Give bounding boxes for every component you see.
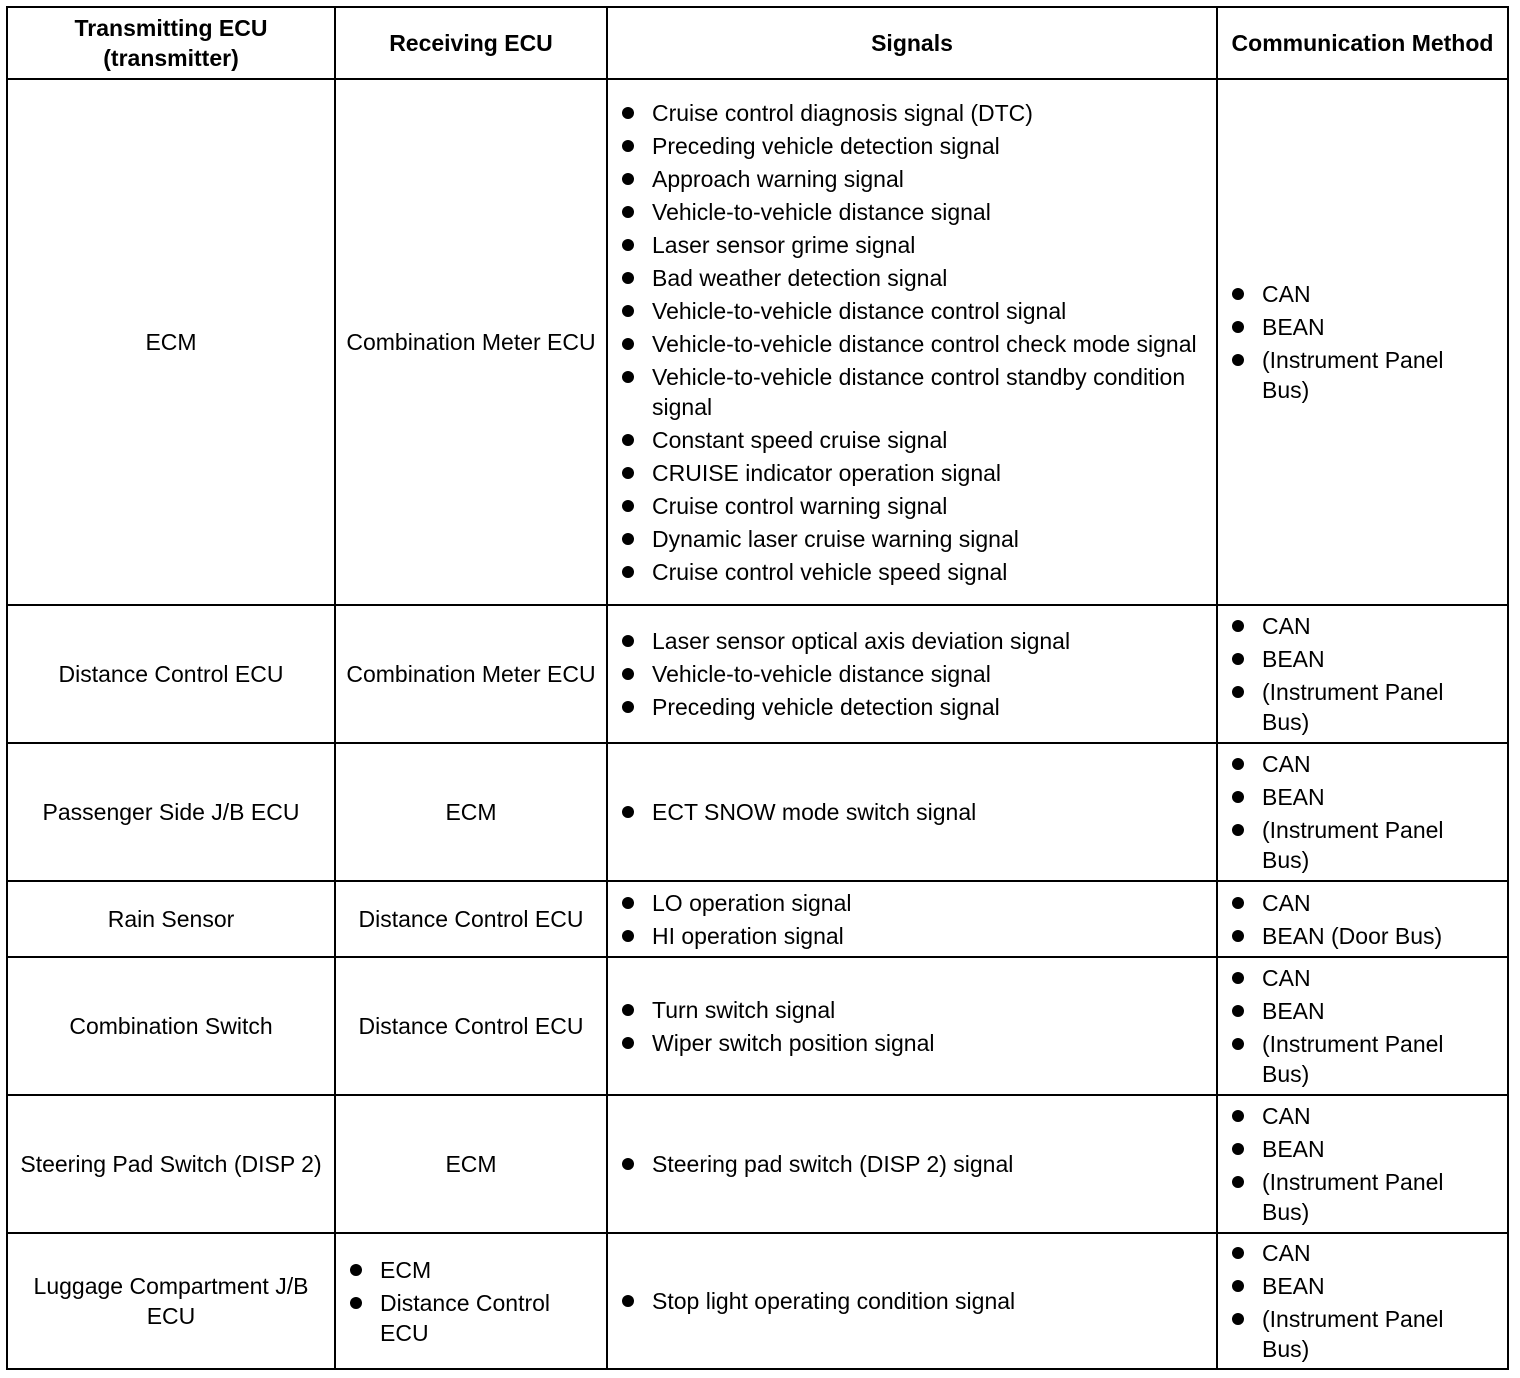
header-communication-method: Communication Method: [1217, 7, 1508, 79]
method-item: CAN: [1228, 749, 1497, 779]
signal-item: LO operation signal: [618, 888, 1206, 918]
method-cell: [1217, 1095, 1508, 1233]
signal-item: Preceding vehicle detection signal: [618, 131, 1206, 161]
signals-list: [618, 1286, 1206, 1316]
signals-list: [618, 626, 1206, 722]
header-transmitting-ecu: Transmitting ECU (transmitter): [7, 7, 335, 79]
table-row: [7, 743, 1508, 881]
signal-item: Vehicle-to-vehicle distance signal: [618, 197, 1206, 227]
signals-cell: [607, 79, 1217, 605]
signals-list: [618, 888, 1206, 951]
signal-item: Stop light operating condition signal: [618, 1286, 1206, 1316]
signal-item: Preceding vehicle detection signal: [618, 692, 1206, 722]
method-item: CAN: [1228, 963, 1497, 993]
signal-item: Dynamic laser cruise warning signal: [618, 524, 1206, 554]
table-row: [7, 1233, 1508, 1369]
signal-item: Vehicle-to-vehicle distance control signal: [618, 296, 1206, 326]
transmitting-cell: Luggage Compartment J/B ECU: [7, 1233, 335, 1369]
receiving-cell: ECM: [335, 743, 607, 881]
method-item: CAN: [1228, 1238, 1497, 1268]
table-row: [7, 881, 1508, 957]
method-item: (Instrument Panel Bus): [1228, 345, 1497, 405]
method-item: (Instrument Panel Bus): [1228, 1029, 1497, 1089]
method-item: (Instrument Panel Bus): [1228, 815, 1497, 875]
method-list: [1228, 1238, 1497, 1364]
method-item: BEAN: [1228, 782, 1497, 812]
method-item: CAN: [1228, 1101, 1497, 1131]
ecu-communication-table: [6, 6, 1509, 1370]
signals-cell: [607, 605, 1217, 743]
method-cell: [1217, 743, 1508, 881]
signal-item: Cruise control warning signal: [618, 491, 1206, 521]
table-row: [7, 957, 1508, 1095]
signals-cell: [607, 1233, 1217, 1369]
signal-item: CRUISE indicator operation signal: [618, 458, 1206, 488]
table-row: [7, 79, 1508, 605]
transmitting-cell: Combination Switch: [7, 957, 335, 1095]
signal-item: Vehicle-to-vehicle distance control standby condition signal: [618, 362, 1206, 422]
receiving-item: ECM: [346, 1255, 596, 1285]
method-list: [1228, 749, 1497, 875]
method-cell: [1217, 1233, 1508, 1369]
method-item: BEAN: [1228, 1134, 1497, 1164]
method-item: BEAN: [1228, 312, 1497, 342]
method-list: [1228, 888, 1497, 951]
transmitting-cell: Passenger Side J/B ECU: [7, 743, 335, 881]
method-cell: [1217, 79, 1508, 605]
table-row: [7, 605, 1508, 743]
signal-item: Constant speed cruise signal: [618, 425, 1206, 455]
receiving-cell: Distance Control ECU: [335, 881, 607, 957]
signals-list: [618, 797, 1206, 827]
method-list: [1228, 1101, 1497, 1227]
method-item: (Instrument Panel Bus): [1228, 1304, 1497, 1364]
method-item: CAN: [1228, 611, 1497, 641]
signal-item: Cruise control vehicle speed signal: [618, 557, 1206, 587]
method-item: BEAN (Door Bus): [1228, 921, 1497, 951]
method-item: (Instrument Panel Bus): [1228, 677, 1497, 737]
signal-item: Cruise control diagnosis signal (DTC): [618, 98, 1206, 128]
signals-cell: [607, 957, 1217, 1095]
method-cell: [1217, 881, 1508, 957]
method-list: [1228, 279, 1497, 405]
method-item: BEAN: [1228, 996, 1497, 1026]
receiving-cell: Distance Control ECU: [335, 957, 607, 1095]
receiving-cell: Combination Meter ECU: [335, 605, 607, 743]
signal-item: Bad weather detection signal: [618, 263, 1206, 293]
method-item: CAN: [1228, 279, 1497, 309]
signal-item: Steering pad switch (DISP 2) signal: [618, 1149, 1206, 1179]
transmitting-cell: Steering Pad Switch (DISP 2): [7, 1095, 335, 1233]
transmitting-cell: Distance Control ECU: [7, 605, 335, 743]
signal-item: Laser sensor optical axis deviation signal: [618, 626, 1206, 656]
method-list: [1228, 611, 1497, 737]
method-list: [1228, 963, 1497, 1089]
signal-item: Vehicle-to-vehicle distance control check mode signal: [618, 329, 1206, 359]
header-receiving-ecu: Receiving ECU: [335, 7, 607, 79]
signal-item: Approach warning signal: [618, 164, 1206, 194]
transmitting-cell: Rain Sensor: [7, 881, 335, 957]
signals-cell: [607, 743, 1217, 881]
signals-cell: [607, 881, 1217, 957]
method-item: (Instrument Panel Bus): [1228, 1167, 1497, 1227]
signal-item: Turn switch signal: [618, 995, 1206, 1025]
signal-item: HI operation signal: [618, 921, 1206, 951]
transmitting-cell: ECM: [7, 79, 335, 605]
signal-item: Vehicle-to-vehicle distance signal: [618, 659, 1206, 689]
header-signals: Signals: [607, 7, 1217, 79]
signals-list: [618, 98, 1206, 587]
receiving-cell: Combination Meter ECU: [335, 79, 607, 605]
method-item: BEAN: [1228, 644, 1497, 674]
signal-item: Laser sensor grime signal: [618, 230, 1206, 260]
method-item: BEAN: [1228, 1271, 1497, 1301]
method-item: CAN: [1228, 888, 1497, 918]
header-row: [7, 7, 1508, 79]
method-cell: [1217, 605, 1508, 743]
receiving-cell: [335, 1233, 607, 1369]
signal-item: ECT SNOW mode switch signal: [618, 797, 1206, 827]
method-cell: [1217, 957, 1508, 1095]
table-row: [7, 1095, 1508, 1233]
receiving-list: [346, 1255, 596, 1348]
receiving-cell: ECM: [335, 1095, 607, 1233]
receiving-item: Distance Control ECU: [346, 1288, 596, 1348]
signals-list: [618, 995, 1206, 1058]
signal-item: Wiper switch position signal: [618, 1028, 1206, 1058]
signals-list: [618, 1149, 1206, 1179]
signals-cell: [607, 1095, 1217, 1233]
